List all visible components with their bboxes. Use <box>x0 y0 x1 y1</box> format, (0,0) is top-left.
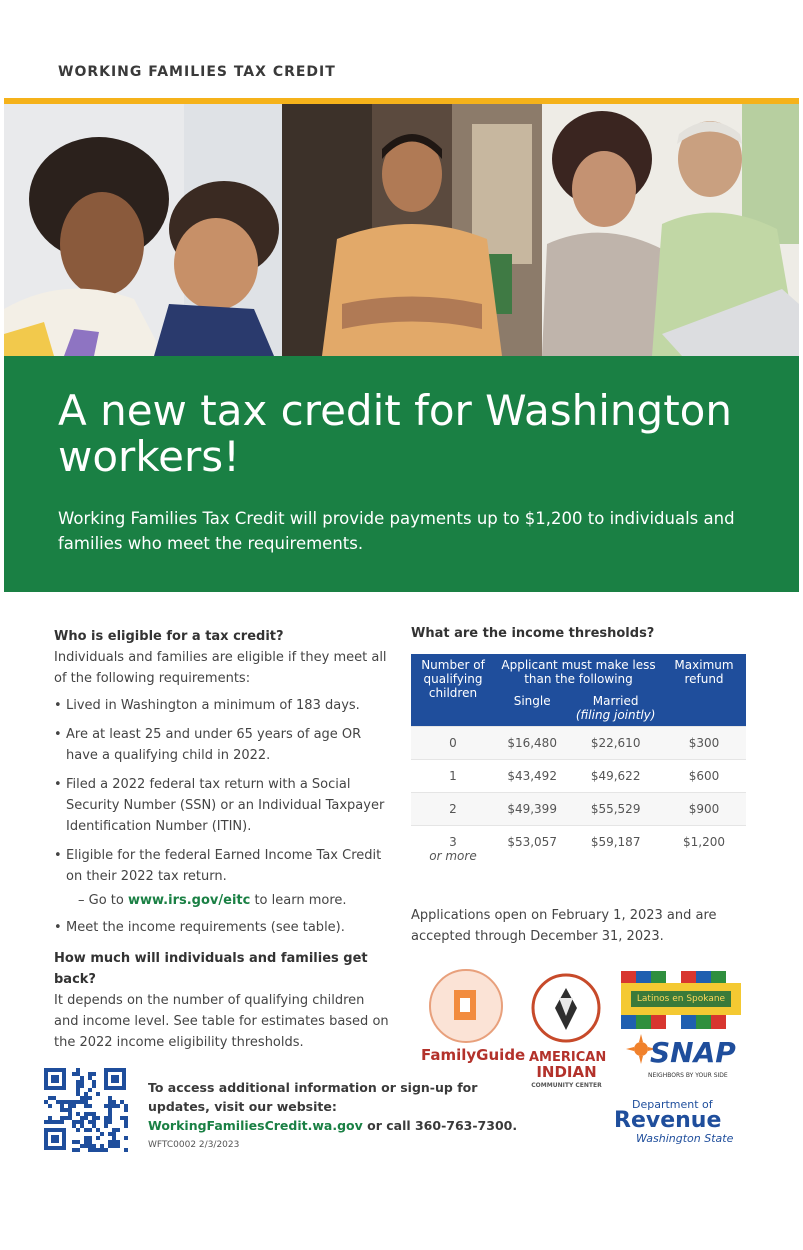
cell-children <box>411 826 495 886</box>
thresholds-table <box>411 654 746 885</box>
photo-strip <box>4 104 799 356</box>
snap-text: SNAP <box>650 1036 736 1069</box>
applications-note: Applications open on February 1, 2023 and are accepted through December 31, 2023. <box>411 908 717 944</box>
cell-single: $53,057 <box>495 826 569 886</box>
dor-text-1: Department of <box>632 1098 713 1111</box>
ai-text-3: COMMUNITY CENTER <box>531 1082 602 1089</box>
dor-text-3: Washington State <box>636 1132 734 1145</box>
list-item-text: Eligible for the federal Earned Income Tax Credit on their 2022 tax return. <box>66 848 382 884</box>
cell-married: $49,622 <box>569 760 662 793</box>
website-link[interactable]: WorkingFamiliesCredit.wa.gov <box>148 1118 363 1133</box>
cell-children: 2 <box>411 793 495 826</box>
photo-smiling-man <box>282 104 542 356</box>
sub-prefix: – Go to <box>78 893 128 908</box>
header-married-label: Married <box>592 694 639 708</box>
dor-text-2: Revenue <box>614 1108 722 1133</box>
dept-of-revenue-logo <box>614 1098 746 1148</box>
footer-text-after: or call 360-763-7300. <box>362 1118 518 1133</box>
headline: A new tax credit for Washington workers! <box>58 386 732 481</box>
cell-children: 1 <box>411 760 495 793</box>
cell-married: $59,187 <box>569 826 662 886</box>
subhead: Working Families Tax Credit will provide payments up to $1,200 to individuals and families who meet the requirements. <box>58 509 735 553</box>
photo-mother-and-child <box>4 104 282 356</box>
qr-code-graphic <box>42 1066 128 1152</box>
list-item: • Meet the income requirements (see table). <box>54 917 389 938</box>
cell-single: $43,492 <box>495 760 569 793</box>
list-item: • Filed a 2022 federal tax return with a Social Security Number (SSN) or an Individual Taxpayer Identification Number (ITIN). <box>54 774 389 837</box>
cell-single: $16,480 <box>495 727 569 760</box>
cell-refund: $900 <box>662 793 746 826</box>
qr-code[interactable] <box>42 1066 128 1152</box>
table-row <box>411 826 746 886</box>
header-children: Number of qualifying children <box>411 654 495 727</box>
list-item: • Are at least 25 and under 65 years of age OR have a qualifying child in 2022. <box>54 724 389 766</box>
family-guide-text: FamilyGuide <box>421 1046 526 1064</box>
cell-refund: $300 <box>662 727 746 760</box>
latinos-text: Latinos en Spokane <box>631 991 731 1007</box>
cell-children: 0 <box>411 727 495 760</box>
ai-text-1: AMERICAN <box>529 1050 607 1065</box>
snap-tagline: NEIGHBORS BY YOUR SIDE <box>648 1072 728 1079</box>
table-row <box>411 793 746 826</box>
irs-sub-item <box>66 890 389 911</box>
footer-text-before: To access additional information or sign-up for updates, visit our website: <box>148 1080 478 1114</box>
cell-refund: $1,200 <box>662 826 746 886</box>
thresholds-section <box>411 626 746 947</box>
eligibility-list <box>54 695 389 938</box>
footer-text <box>148 1078 518 1135</box>
eligibility-intro: Individuals and families are eligible if they meet all of the following requirements: <box>54 650 387 686</box>
thresholds-title: What are the income thresholds? <box>411 626 655 641</box>
header-single: Single <box>495 690 569 727</box>
header-married-note: (filing jointly) <box>575 708 656 722</box>
cell-single: $49,399 <box>495 793 569 826</box>
snap-logo <box>626 1034 746 1092</box>
header-married <box>569 690 662 727</box>
cell-married: $55,529 <box>569 793 662 826</box>
family-guide-logo <box>416 968 526 1066</box>
refund-text: It depends on the number of qualifying children and income level. See table for estimates based on the 2022 income eligibility thresholds. <box>54 993 389 1050</box>
header-refund: Maximum refund <box>662 654 746 727</box>
header-applicant: Applicant must make less than the following <box>495 654 662 690</box>
cell-married: $22,610 <box>569 727 662 760</box>
eligibility-title: Who is eligible for a tax credit? <box>54 629 284 644</box>
table-row <box>411 760 746 793</box>
ai-text-2: INDIAN <box>536 1063 597 1081</box>
irs-eitc-link[interactable]: www.irs.gov/eitc <box>127 893 251 908</box>
photo-older-couple <box>542 104 799 356</box>
latinos-en-spokane-logo <box>621 971 741 1029</box>
children-note: or more <box>429 849 477 863</box>
american-indian-logo <box>529 968 607 1089</box>
list-item: • Lived in Washington a minimum of 183 days. <box>54 695 389 716</box>
table-row <box>411 727 746 760</box>
refund-title: How much will individuals and families get back? <box>54 951 368 987</box>
children-count: 3 <box>449 835 457 849</box>
form-code: WFTC0002 2/3/2023 <box>148 1140 240 1150</box>
list-item <box>54 845 389 911</box>
header-label: WORKING FAMILIES TAX CREDIT <box>58 64 336 80</box>
sub-suffix: to learn more. <box>250 893 347 908</box>
cell-refund: $600 <box>662 760 746 793</box>
eligibility-section <box>54 626 389 1053</box>
green-banner <box>4 356 799 592</box>
